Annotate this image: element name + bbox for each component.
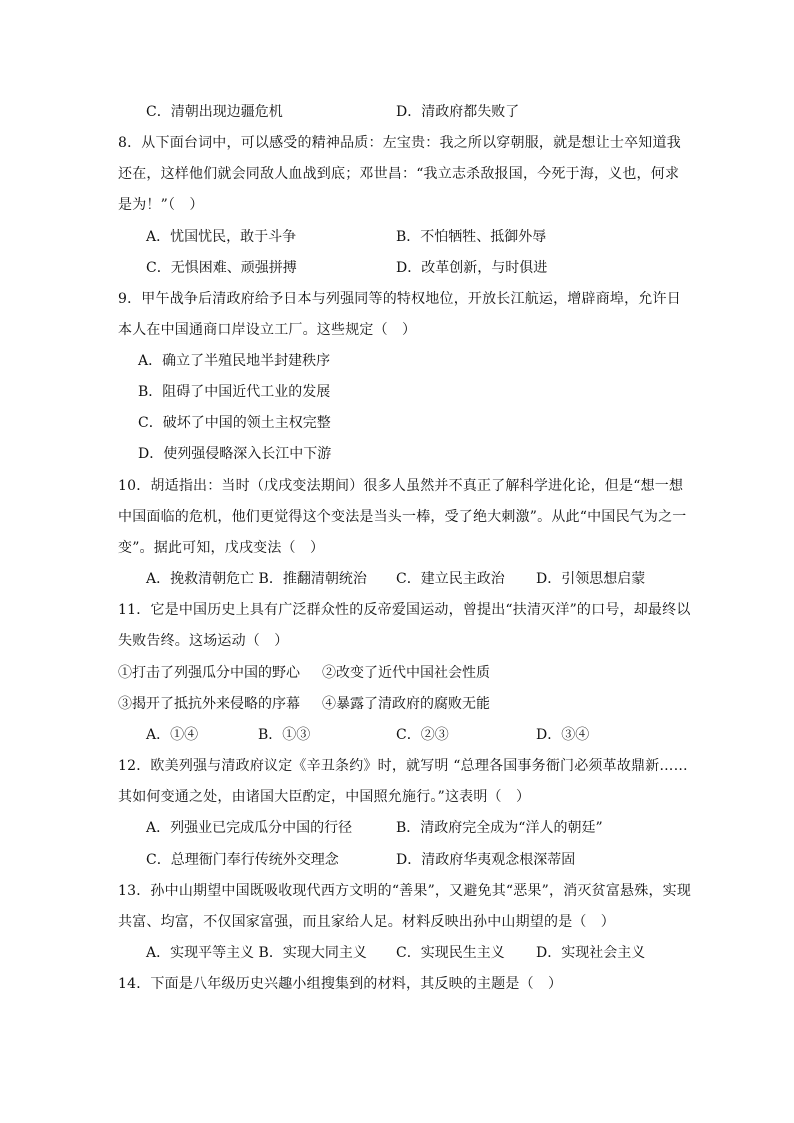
q11-item-3: ③揭开了抵抗外来侵略的序幕 [118,696,300,712]
q12-option-b: B．清政府完全成为“洋人的朝廷” [396,820,603,836]
q11-option-d: D．③④ [536,727,590,743]
q12-option-c: C．总理衙门奉行传统外交理念 [146,852,339,868]
q9-option-c: C．破坏了中国的领土主权完整 [138,415,331,431]
q7-option-d: D．清政府都失败了 [396,104,520,120]
q11-option-b: B．①③ [258,727,311,743]
q10-stem-line3: 变”。据此可知，戊戌变法（ ） [118,540,325,556]
q9-option-a: A．确立了半殖民地半封建秩序 [138,353,331,369]
q8-option-a: A．忧国忧民，敢于斗争 [146,229,297,245]
q9-stem-line1: 9．甲午战争后清政府给予日本与列强同等的特权地位，开放长江航运，增辟商埠，允许日 [118,291,681,307]
q11-item-1: ①打击了列强瓜分中国的野心 [118,665,300,681]
q7-option-c: C．清朝出现边疆危机 [146,104,283,120]
q10-option-d: D．引领思想启蒙 [536,571,646,587]
q13-stem-line2: 共富、均富，不仅国家富强，而且家给人足。材料反映出孙中山期望的是（ ） [118,914,615,930]
q9-option-b: B．阻碍了中国近代工业的发展 [138,384,331,400]
q11-item-2: ②改变了近代中国社会性质 [322,665,490,681]
q10-option-ab: A．挽救清朝危亡 B．推翻清朝统治 [146,571,367,587]
q12-option-d: D．清政府华夷观念根深蒂固 [396,852,576,868]
q10-stem-line2: 中国面临的危机，他们更觉得这个变法是当头一棒，受了绝大刺激”。从此“中国民气为之一 [118,509,687,525]
q11-option-c: C．②③ [396,727,449,743]
q13-stem-line1: 13．孙中山期望中国既吸收现代西方文明的“善果”，又避免其“恶果”，消灭贫富悬殊，实现 [118,883,692,899]
q8-option-d: D．改革创新，与时俱进 [396,260,548,276]
q11-stem-line1: 11．它是中国历史上具有广泛群众性的反帝爱国运动，曾提出“扶清灭洋”的口号，却最终以 [118,602,691,618]
q11-stem-line2: 失败告终。这场运动（ ） [118,633,289,649]
q10-option-c: C．建立民主政治 [396,571,505,587]
q10-stem-line1: 10．胡适指出：当时（戊戌变法期间）很多人虽然并不真正了解科学进化论，但是“想一想 [118,478,684,494]
q8-option-c: C．无惧困难、顽强拼搏 [146,260,297,276]
q11-option-a: A．①④ [146,727,199,743]
q13-option-c: C．实现民生主义 [396,945,505,961]
q8-stem-line3: 是为！”（ ） [118,197,204,213]
q13-option-d: D．实现社会主义 [536,945,646,961]
q12-stem-line2: 其如何变通之处，由诸国大臣酌定，中国照允施行。”这表明（ ） [118,789,531,805]
q11-item-4: ④暴露了清政府的腐败无能 [322,696,490,712]
q14-stem-line1: 14．下面是八年级历史兴趣小组搜集到的材料，其反映的主题是（ ） [118,976,563,992]
q9-option-d: D．使列强侵略深入长江中下游 [138,446,332,462]
q8-option-b: B．不怕牺牲、抵御外辱 [396,229,547,245]
q12-stem-line1: 12．欧美列强与清政府议定《辛丑条约》时，就写明 “总理各国事务衙门必须革故鼎新…… [118,758,688,774]
q8-stem-line1: 8．从下面台词中，可以感受的精神品质：左宝贵：我之所以穿朝服，就是想让士卒知道我 [118,135,681,151]
q8-stem-line2: 还在，这样他们就会同敌人血战到底；邓世昌：“我立志杀敌报国，今死于海，义也，何求 [118,166,680,182]
q13-option-ab: A．实现平等主义 B．实现大同主义 [146,945,367,961]
q12-option-a: A．列强业已完成瓜分中国的行径 [146,820,353,836]
q9-stem-line2: 本人在中国通商口岸设立工厂。这些规定（ ） [118,322,417,338]
